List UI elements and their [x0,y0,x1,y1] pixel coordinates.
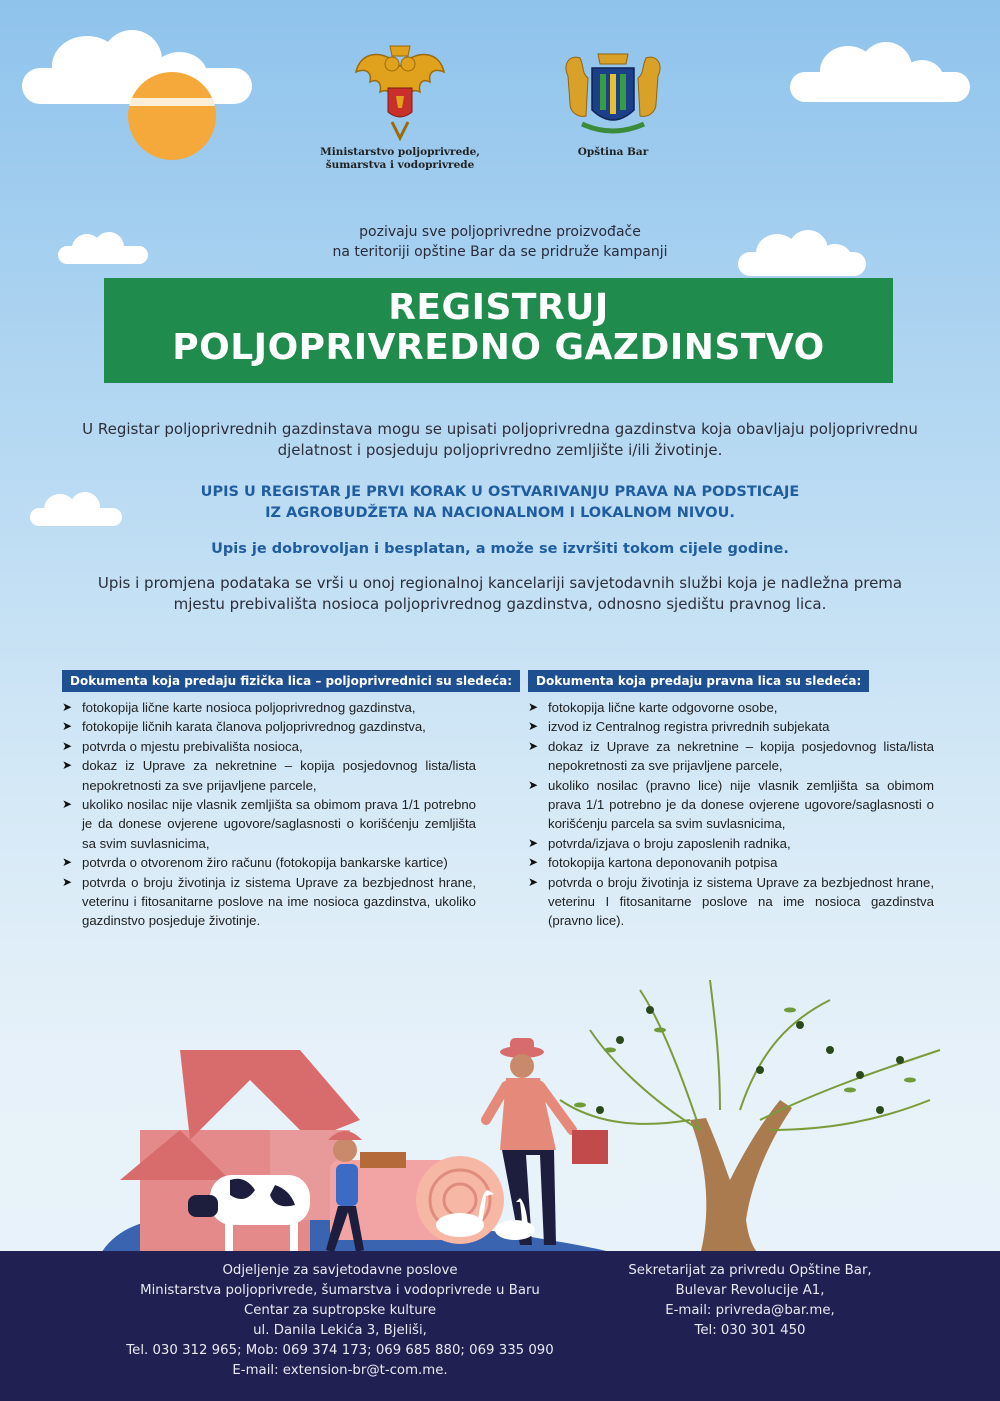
invitation-text [0,222,1000,262]
document-item: ➤ potvrda o otvorenom žiro računu (fotokopija bankarske kartice) [62,853,476,872]
right-documents-list [528,698,934,931]
document-item: ➤ ukoliko nosilac nije vlasnik zemljišta sa obimom prava 1/1 potrebno je da donese ovjerene ugovore/saglasnosti o korišćenju zemljišta sa svim suvlasnicima, [62,795,476,853]
left-documents-column [62,670,512,931]
footer-left-line2: Ministarstva poljoprivrede, šumarstva i vodoprivrede u Baru [140,1283,540,1298]
ministry-logo [352,38,448,142]
cloud-top-right [790,42,970,104]
footer-left-phones: Tel. 030 312 965; Mob: 069 374 173; 069 685 880; 069 335 090 [126,1343,554,1358]
document-item: ➤ fotokopija lične karte odgovorne osobe, [528,698,934,717]
right-documents-column [528,670,934,931]
municipality-bar-coat-of-arms [558,46,668,140]
highlight-paragraph [40,482,960,524]
banner-title-line1: REGISTRUJ [388,287,609,328]
footer-left-email: E-mail: extension-br@t-com.me. [232,1363,448,1378]
footer-left-line1: Odjeljenje za savjetodavne poslove [222,1263,458,1278]
document-item: ➤ dokaz iz Uprave za nekretnine – kopija posjedovnog lista/lista nepokretnosti za sve prijavljene parcele, [62,756,476,795]
footer-left-line4: ul. Danila Lekića 3, Bjeliši, [253,1323,427,1338]
footer-right-line1: Sekretarijat za privredu Opštine Bar, [628,1263,872,1278]
footer-advisory-office [100,1261,580,1381]
olive-tree [560,980,940,1255]
document-item: ➤ dokaz iz Uprave za nekretnine – kopija posjedovnog lista/lista nepokretnosti za sve prijavljene parcele, [528,737,934,776]
sun [128,72,216,160]
highlight-line2: IZ AGROBUDŽETA NA NACIONALNOM I LOKALNOM NIVOU. [265,505,735,521]
footer-right-line2: Bulevar Revolucije A1, [675,1283,825,1298]
ministry-caption-line1: Ministarstvo poljoprivrede, [320,146,480,158]
footer-left-line3: Centar za suptropske kulture [243,1303,437,1318]
farm-illustration [0,980,1000,1260]
document-item: ➤ fotokopija kartona deponovanih potpisa [528,853,934,872]
document-item: ➤ potvrda o broju životinja iz sistema Uprave za bezbjednost hrane, veterinu I fitosanitarne poslove na ime nosioca gazdinstva (pravno lice). [528,873,934,931]
footer-right-phone: Tel: 030 301 450 [694,1323,806,1338]
intro-paragraph [40,419,960,461]
left-column-heading: Dokumenta koja predaju fizička lica – poljoprivrednici su sledeća: [62,670,520,692]
ministry-caption-line2: šumarstva i vodoprivrede [325,159,475,171]
footer-contacts [0,1251,1000,1401]
footer-secretariat [590,1261,910,1341]
invitation-line1: pozivaju sve poljoprivredne proizvođače [359,224,641,240]
document-item: ➤ potvrda o broju životinja iz sistema Uprave za bezbjednost hrane, veterinu i fitosanitarne poslove na ime nosioca gazdinstva, ukoliko gazdinstvo posjeduje životinje. [62,873,476,931]
document-item: ➤ potvrda/izjava o broju zaposlenih radnika, [528,834,934,853]
left-documents-list [62,698,476,931]
ministry-caption [300,146,500,172]
office-paragraph [40,573,960,615]
document-item: ➤ fotokopije ličnih karata članova poljoprivrednog gazdinstva, [62,717,476,736]
title-banner [104,278,893,383]
document-item: ➤ izvod iz Centralnog registra privrednih subjekata [528,717,934,736]
document-item: ➤ potvrda o mjestu prebivališta nosioca, [62,737,476,756]
office-line1: Upis i promjena podataka se vrši u onoj regionalnoj kancelariji savjetodavnih službi koja je nadležna prema [97,574,903,592]
right-column-heading: Dokumenta koja predaju pravna lica su sledeća: [528,670,869,692]
farmer-with-bucket [486,1038,608,1245]
banner-title-line2: POLJOPRIVREDNO GAZDINSTVO [172,327,825,368]
footer-right-email: E-mail: privreda@bar.me, [665,1303,835,1318]
office-line2: mjestu prebivališta nosioca poljoprivrednog gazdinstva, odnosno sjedištu pravnog lica. [173,595,827,613]
document-item: ➤ ukoliko nosilac (pravno lice) nije vlasnik zemljišta sa obimom prava 1/1 potrebno je da donese ovjerene ugovore/saglasnosti o korišćenju parcela sa svim suvlasnicima, [528,776,934,834]
intro-line1: U Registar poljoprivrednih gazdinstava mogu se upisati poljoprivredna gazdinstva koja obavljaju poljoprivrednu [82,420,918,438]
free-registration-note: Upis je dobrovoljan i besplatan, a može se izvršiti tokom cijele godine. [211,541,789,557]
document-item: ➤ fotokopija lične karte nosioca poljoprivrednog gazdinstva, [62,698,476,717]
municipality-caption: Opština Bar [577,146,649,158]
invitation-line2: na teritoriji opštine Bar da se pridruže kampanji [332,244,668,260]
intro-line2: djelatnost i posjeduju poljoprivredno zemljište i/ili životinje. [277,441,723,459]
highlight-line1: UPIS U REGISTAR JE PRVI KORAK U OSTVARIVANJU PRAVA NA PODSTICAJE [200,484,800,500]
